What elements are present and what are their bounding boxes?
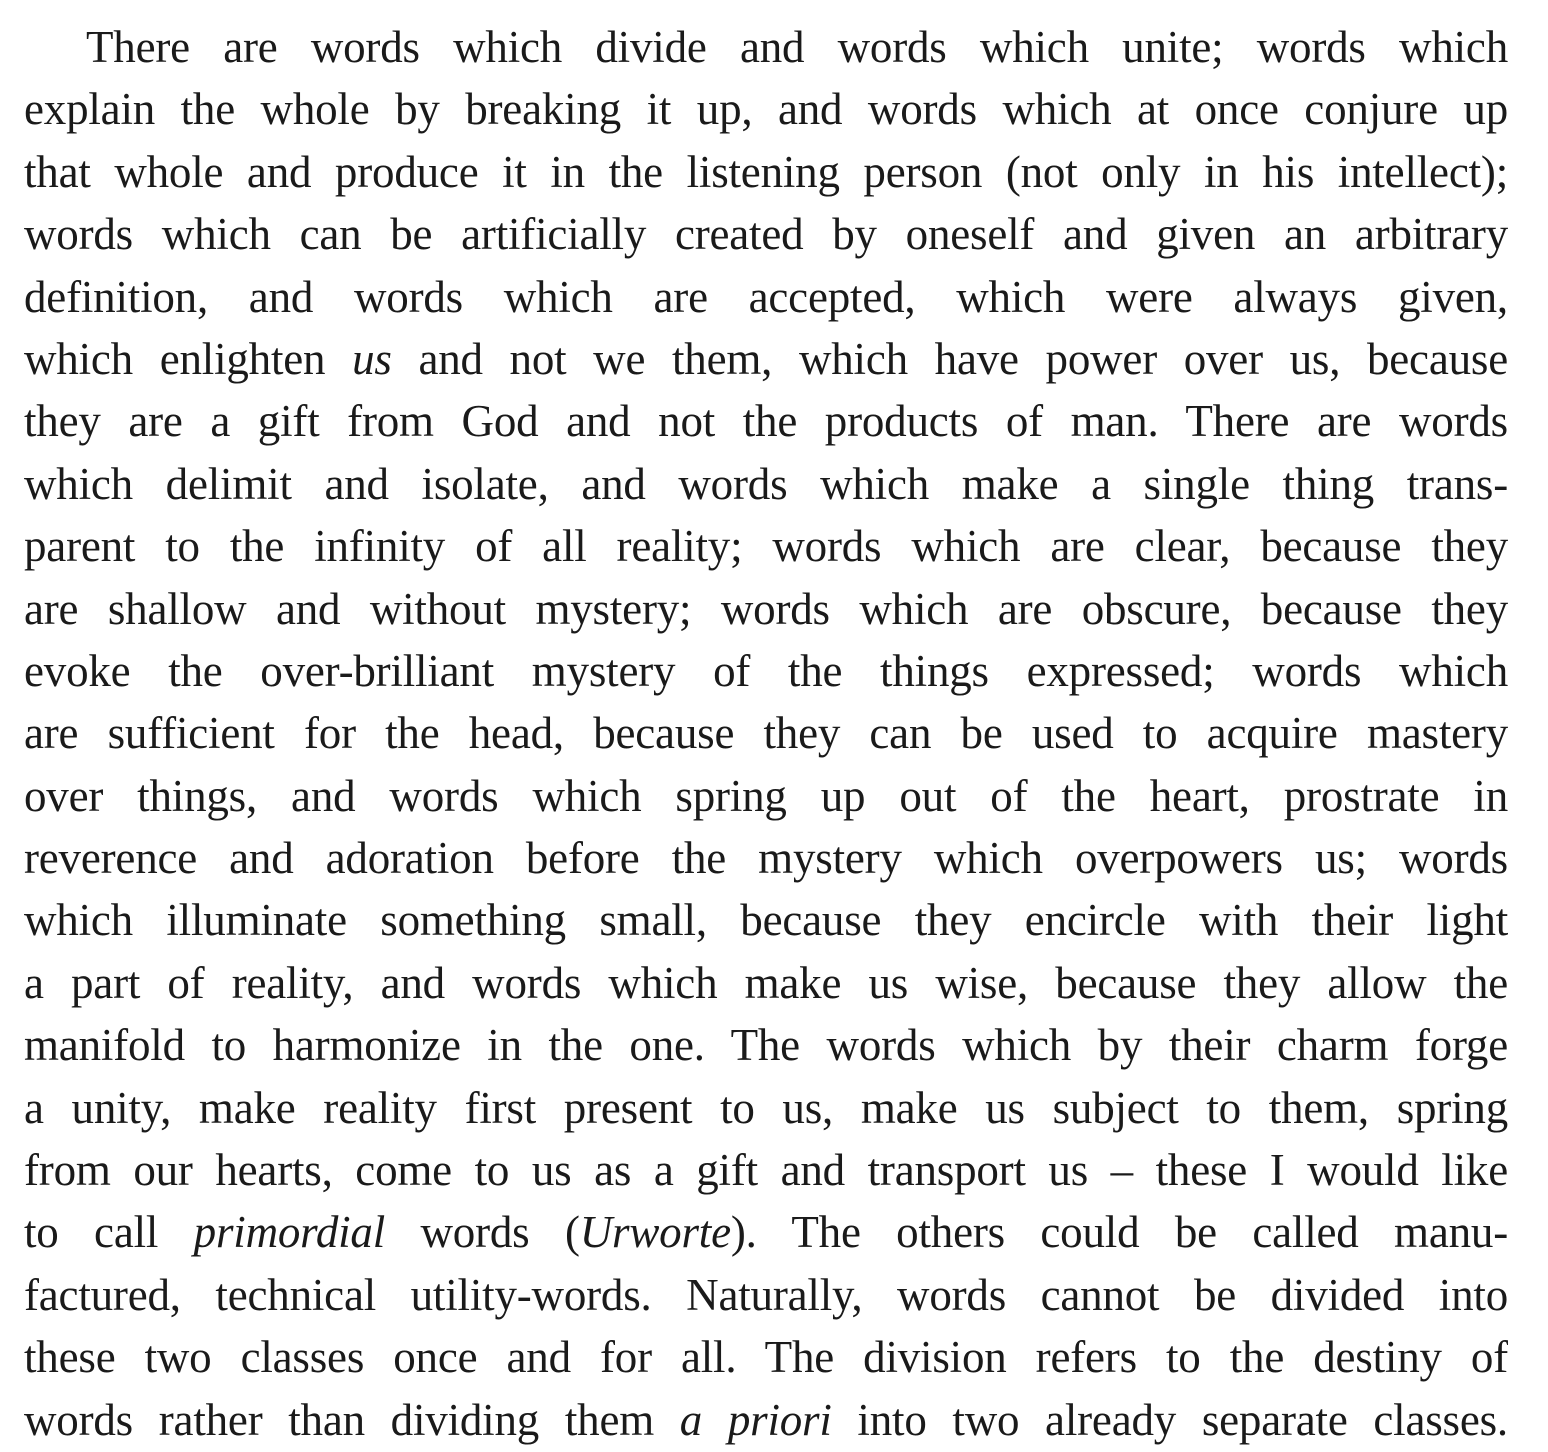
text-segment: into two already separate classes. [831,1394,1508,1445]
text-line [24,578,1508,640]
italic-text: a priori [679,1394,832,1445]
clipped-previous-line [30,0,1510,10]
text-segment: are sufficient for the head, because they can be used to acquire mastery [24,708,1508,759]
text-segment: There are words which divide and words which unite; words which [86,22,1508,72]
text-line [24,1201,1508,1263]
body-paragraph [24,16,1508,1451]
text-segment: that whole and produce it in the listening person (not only in his intellect); [24,146,1508,197]
text-segment: manifold to harmonize in the one. The words which by their charm forge [24,1020,1508,1071]
italic-text: primordial [193,1207,386,1258]
text-line [24,16,1508,78]
text-segment: definition, and words which are accepted, which were always given, [24,271,1508,322]
text-line [24,453,1508,515]
text-line [24,78,1508,140]
text-line [24,515,1508,577]
text-line [24,390,1508,452]
text-segment: parent to the infinity of all reality; words which are clear, because they [24,521,1508,572]
text-segment: which delimit and isolate, and words which make a single thing trans- [24,458,1508,509]
text-segment: from our hearts, come to us as a gift and transport us – these I would like [24,1145,1508,1196]
text-segment: these two classes once and for all. The division refers to the destiny of [24,1332,1508,1383]
text-line [24,1264,1508,1326]
text-segment: they are a gift from God and not the products of man. There are words [24,396,1508,447]
text-line [24,827,1508,889]
text-segment: ). The others could be called manu- [730,1207,1508,1258]
text-line [24,266,1508,328]
clipped-next-line [60,1436,260,1452]
text-line [24,765,1508,827]
text-line [24,141,1508,203]
text-line [24,1077,1508,1139]
text-segment: are shallow and without mystery; words which are obscure, because they [24,583,1508,634]
text-segment: explain the whole by breaking it up, and words which at once conjure up [24,84,1508,135]
text-segment: and not we them, which have power over us, because [391,333,1508,384]
text-segment: evoke the over-brilliant mystery of the things expressed; words which [24,645,1508,696]
text-line [24,889,1508,951]
text-segment: factured, technical utility-words. Naturally, words cannot be divided into [24,1269,1508,1320]
text-segment: reverence and adoration before the mystery which overpowers us; words [24,833,1508,884]
text-segment: a unity, make reality first present to us, make us subject to them, spring [24,1082,1508,1133]
text-line [24,203,1508,265]
text-line [24,328,1508,390]
text-segment: words rather than dividing them [24,1394,680,1445]
text-segment: to call [24,1207,194,1258]
text-segment: over things, and words which spring up out of the heart, prostrate in [24,770,1508,821]
text-segment: words which can be artificially created by oneself and given an arbitrary [24,209,1508,260]
text-segment: which enlighten [24,333,353,384]
text-line [24,702,1508,764]
text-line [24,1326,1508,1388]
text-line [24,640,1508,702]
text-segment: a part of reality, and words which make us wise, because they allow the [24,957,1508,1008]
text-line [24,1139,1508,1201]
text-segment: which illuminate something small, because they encircle with their light [24,895,1508,946]
text-line [24,952,1508,1014]
text-segment: words ( [385,1207,580,1258]
italic-text: Urworte [579,1207,731,1258]
italic-text: us [352,333,392,384]
text-line [24,1014,1508,1076]
